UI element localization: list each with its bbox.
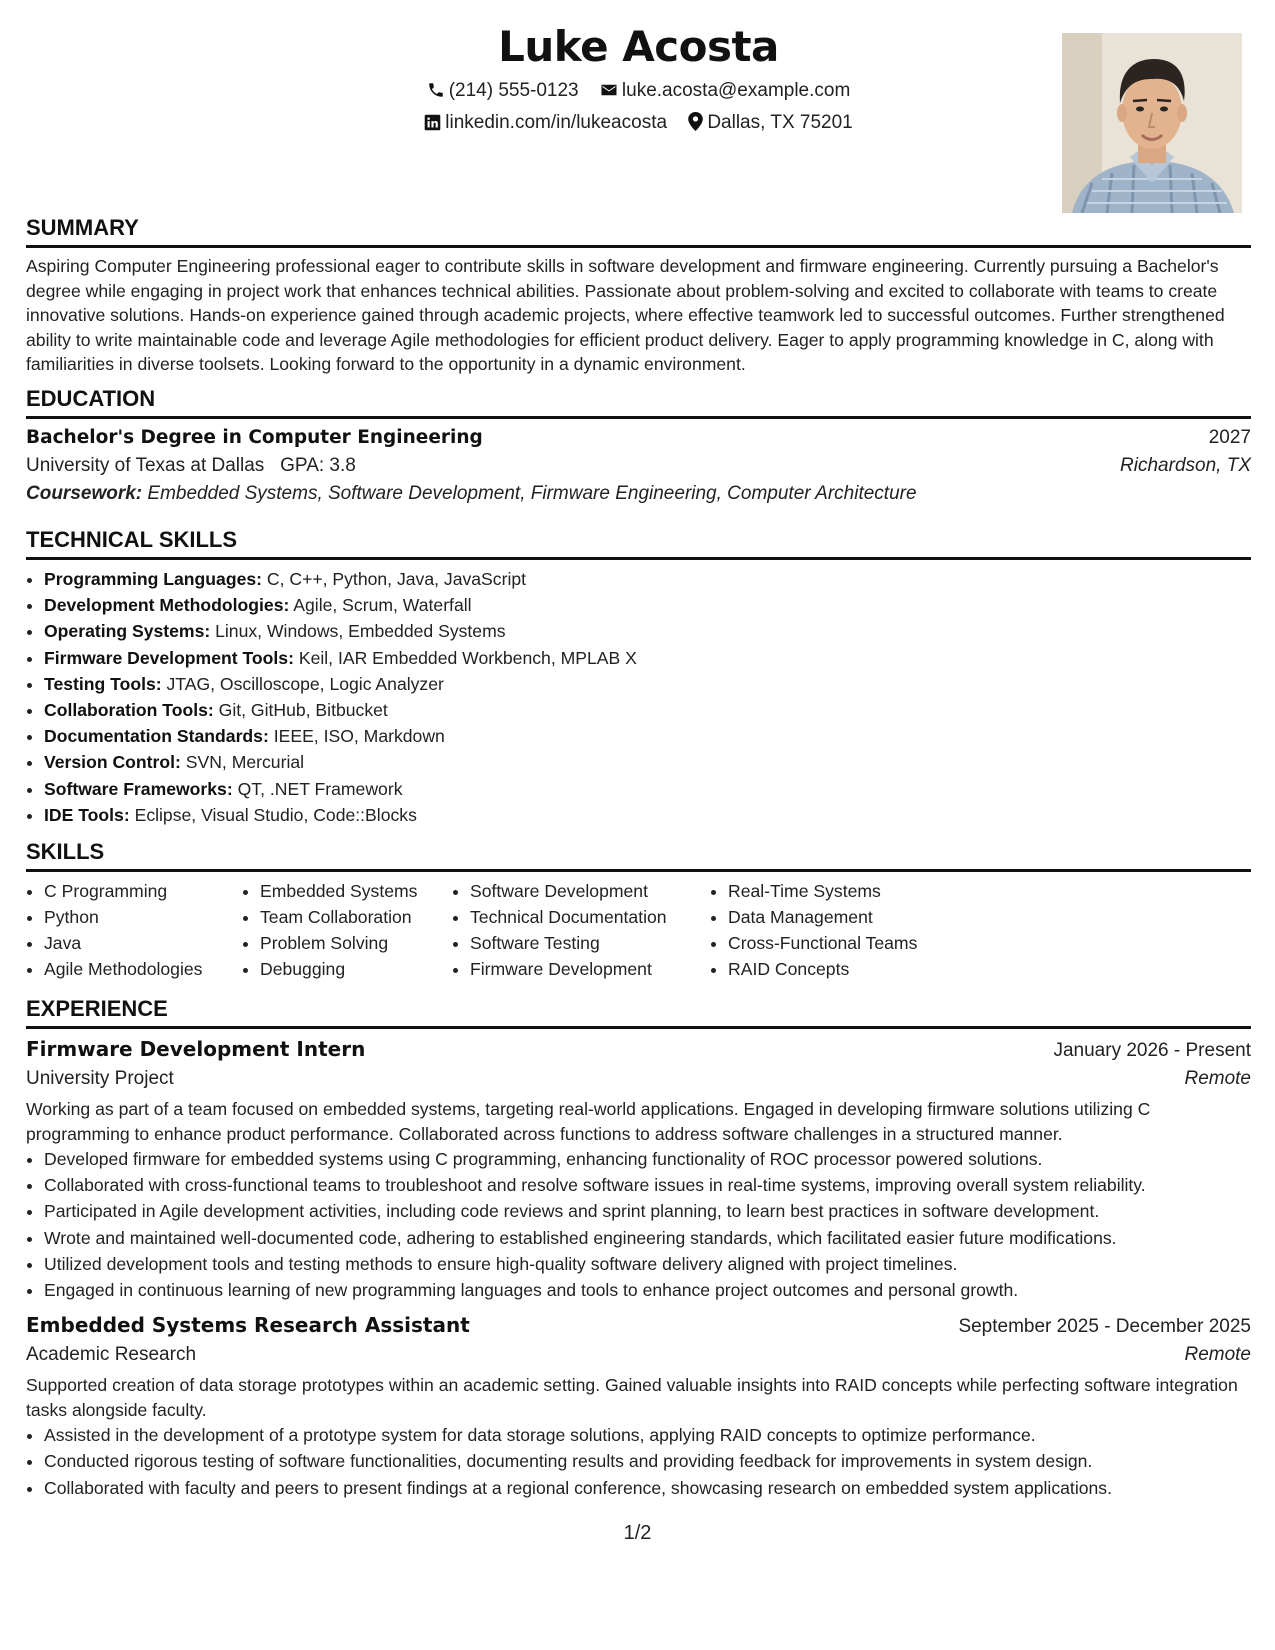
skill-value: QT, .NET Framework: [237, 778, 403, 799]
skills-heading: SKILLS: [26, 839, 1251, 872]
list-item: [44, 697, 1251, 723]
skill-value: SVN, Mercurial: [185, 752, 305, 773]
education-degree-row: [26, 427, 1251, 449]
skills-column-4: [710, 878, 968, 982]
location-text: Dallas, TX 75201: [707, 112, 853, 133]
page-number: 1/2: [623, 1522, 652, 1544]
list-item: • Engaged in continuous learning of new programming languages and tools to enhance project outcomes and personal growth.: [44, 1277, 1251, 1303]
gpa: GPA: 3.8: [280, 455, 356, 476]
email-text: luke.acosta@example.com: [621, 80, 851, 101]
list-item: • Embedded Systems: [260, 878, 452, 904]
skill-label: Development Methodologies:: [44, 595, 290, 616]
list-item: • Firmware Development: [470, 956, 710, 982]
list-item: • Wrote and maintained well-documented code, adhering to established engineering standards, which facilitated easier future modifications.: [44, 1225, 1251, 1251]
list-item: [44, 592, 1251, 618]
list-item: • Utilized development tools and testing methods to ensure high-quality software delivery aligned with project timelines.: [44, 1251, 1251, 1277]
list-item: [44, 749, 1251, 775]
candidate-name: Luke Acosta: [498, 22, 779, 71]
skill-label: Version Control:: [44, 752, 181, 773]
job-bullets: [26, 1422, 1251, 1501]
graduation-year: 2027: [1208, 427, 1251, 448]
experience-section: [26, 996, 1251, 1501]
skill-label: Programming Languages:: [44, 569, 262, 589]
summary-text: Aspiring Computer Engineering professional eager to contribute skills in software development and firmware engineering. Currently pursuing a Bachelor's degree while engaging in project work that enhances technical abilities. Passionate about problem-solving and excited to collaborate with teams to create innovative solutions. Hands-on experience gained through academic projects, where effective teamwork led to successful outcomes. Further strengthened ability to write maintainable code and leverage Agile methodologies for efficient product delivery. Eager to apply programming knowledge in C, along with familiarities in diverse toolsets. Looking forward to the opportunity in a dynamic environment.: [26, 256, 1225, 374]
skill-label: Firmware Development Tools:: [44, 647, 294, 668]
skill-label: Collaboration Tools:: [44, 700, 214, 721]
job-description: Supported creation of data storage prototypes within an academic setting. Gained valuable insights into RAID concepts while perfecting software integration tasks alongside faculty.: [26, 1375, 1238, 1420]
skill-value: Linux, Windows, Embedded Systems: [215, 621, 506, 642]
list-item: [44, 776, 1251, 802]
job-title: Firmware Development Intern: [26, 1037, 366, 1061]
list-item: • Developed firmware for embedded systems using C programming, enhancing functionality of ROC processor powered solutions.: [44, 1146, 1251, 1172]
job-title: Embedded Systems Research Assistant: [26, 1313, 470, 1338]
skill-value: Git, GitHub, Bitbucket: [218, 700, 388, 721]
job-entry: [26, 1313, 1251, 1501]
skill-label: Operating Systems:: [44, 621, 211, 642]
job-bullets: [26, 1146, 1251, 1303]
list-item: • Collaborated with cross-functional teams to troubleshoot and resolve software issues in real-time systems, improving overall system reliability.: [44, 1172, 1251, 1198]
linkedin-text: linkedin.com/in/lukeacosta: [445, 112, 668, 133]
job-dates: September 2025 - December 2025: [958, 1316, 1251, 1338]
education-school-row: [26, 455, 1251, 477]
profile-photo: [1062, 33, 1242, 213]
skill-value: Agile, Scrum, Waterfall: [293, 595, 472, 616]
linkedin-icon: [424, 114, 441, 131]
skill-value: C, C++, Python, Java, JavaScript: [266, 569, 527, 589]
list-item: [44, 671, 1251, 697]
job-org-row: [26, 1068, 1251, 1090]
list-item: • RAID Concepts: [728, 956, 968, 982]
list-item: [44, 618, 1251, 644]
resume-page: [26, 0, 1251, 1650]
phone-icon: [427, 81, 445, 99]
skills-section: [26, 839, 1251, 982]
list-item: • Real-Time Systems: [728, 878, 968, 904]
school-name: University of Texas at Dallas: [26, 455, 265, 476]
list-item: [44, 723, 1251, 749]
contact-phone: [427, 80, 579, 102]
list-item: • Data Management: [728, 904, 968, 930]
summary-section: [26, 215, 1251, 377]
list-item: • Conducted rigorous testing of software functionalities, documenting results and providing feedback for improvements in system design.: [44, 1448, 1251, 1474]
job-title-row: [26, 1313, 1251, 1338]
skill-value: Eclipse, Visual Studio, Code::Blocks: [134, 804, 417, 825]
list-item: • Team Collaboration: [260, 904, 452, 930]
list-item: • Cross-Functional Teams: [728, 930, 968, 956]
list-item: [44, 645, 1251, 671]
map-pin-icon: [688, 112, 703, 131]
job-title-row: [26, 1037, 1251, 1062]
list-item: • C Programming: [44, 878, 242, 904]
contact-linkedin[interactable]: [424, 112, 667, 134]
job-org-row: [26, 1344, 1251, 1366]
skill-label: IDE Tools:: [44, 804, 130, 825]
job-location: Remote: [1184, 1344, 1251, 1366]
list-item: [44, 566, 1251, 592]
skill-label: Testing Tools:: [44, 673, 162, 694]
technical-skills-section: [26, 527, 1251, 828]
resume-header: [26, 0, 1251, 220]
technical-skills-heading: TECHNICAL SKILLS: [26, 527, 1251, 560]
contact-email[interactable]: [600, 80, 850, 102]
job-entry: [26, 1037, 1251, 1303]
list-item: • Agile Methodologies: [44, 956, 242, 982]
skills-column-3: [452, 878, 710, 982]
list-item: [44, 802, 1251, 828]
list-item: • Collaborated with faculty and peers to present findings at a regional conference, showcasing research on embedded system applications.: [44, 1475, 1251, 1501]
coursework: [26, 483, 1251, 505]
job-location: Remote: [1184, 1068, 1251, 1089]
contact-location: [688, 112, 852, 134]
list-item: • Software Testing: [470, 930, 710, 956]
skill-label: Software Frameworks:: [44, 778, 233, 799]
skill-value: Keil, IAR Embedded Workbench, MPLAB X: [298, 647, 637, 668]
skills-grid: [26, 878, 1251, 982]
job-org: University Project: [26, 1068, 174, 1089]
coursework-label: Coursework:: [26, 483, 143, 504]
list-item: • Debugging: [260, 956, 452, 982]
skill-value: JTAG, Oscilloscope, Logic Analyzer: [166, 673, 444, 694]
skills-column-2: [242, 878, 452, 982]
list-item: • Assisted in the development of a prototype system for data storage solutions, applying RAID concepts to optimize performance.: [44, 1422, 1251, 1448]
summary-heading: SUMMARY: [26, 215, 1251, 248]
list-item: • Software Development: [470, 878, 710, 904]
list-item: • Python: [44, 904, 242, 930]
education-heading: EDUCATION: [26, 386, 1251, 419]
skill-label: Documentation Standards:: [44, 726, 269, 747]
list-item: • Problem Solving: [260, 930, 452, 956]
degree-name: Bachelor's Degree in Computer Engineering: [26, 427, 483, 448]
phone-text: (214) 555-0123: [448, 80, 579, 101]
envelope-icon: [600, 81, 618, 99]
coursework-list: Embedded Systems, Software Development, Firmware Engineering, Computer Architecture: [147, 483, 917, 504]
school-location: Richardson, TX: [1120, 455, 1251, 476]
job-description: Working as part of a team focused on embedded systems, targeting real-world applications. Engaged in developing firmware solutions utilizing C programming to enhance product performance. Collaborated across functions to address software challenges in a structured manner.: [26, 1099, 1151, 1144]
skill-value: IEEE, ISO, Markdown: [273, 726, 445, 747]
technical-skills-list: [26, 566, 1251, 828]
skills-column-1: [26, 878, 242, 982]
job-dates: January 2026 - Present: [1053, 1040, 1251, 1061]
school-info: [26, 455, 356, 477]
experience-heading: EXPERIENCE: [26, 996, 1251, 1029]
list-item: • Java: [44, 930, 242, 956]
education-section: [26, 386, 1251, 505]
job-org: Academic Research: [26, 1344, 197, 1366]
list-item: • Technical Documentation: [470, 904, 710, 930]
list-item: • Participated in Agile development activities, including code reviews and sprint planning, to learn best practices in software development.: [44, 1198, 1251, 1224]
